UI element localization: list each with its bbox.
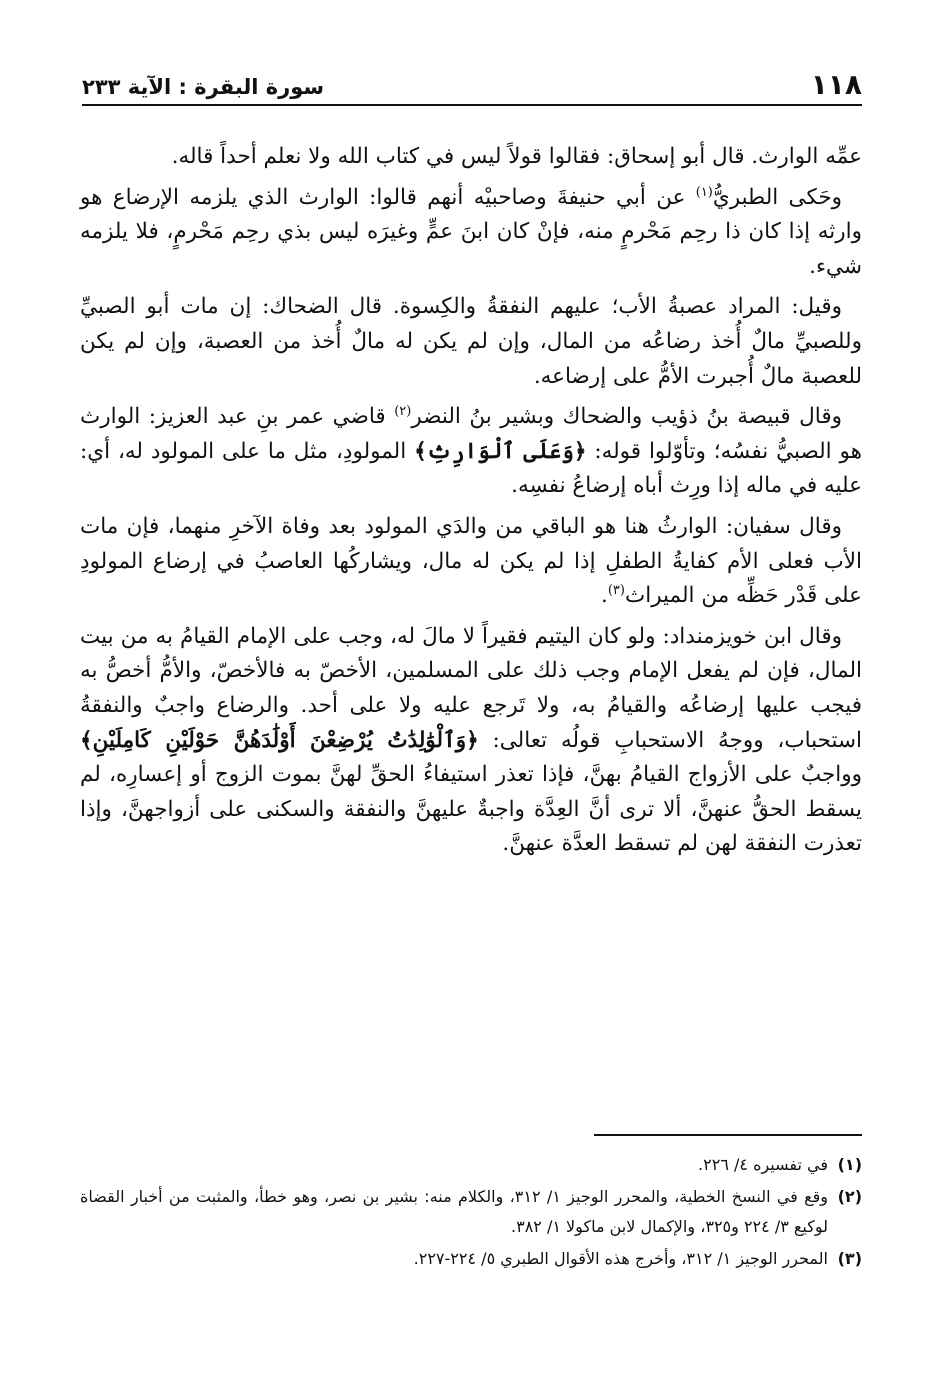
footnotes xyxy=(80,1150,862,1276)
footnote-number: (٢) xyxy=(837,1187,862,1206)
text-run: وقيل: المراد عصبةُ الأب؛ عليهم النفقةُ والكِسوة. قال الضحاك: إن مات أبو الصبيِّ وللصبيِّ مالٌ أُخذ رضاعُه من المال، وإن لم يكن له مالٌ أُخذ من العصبة، وإن لم يكن للعصبة مالٌ أُجبرت الأمُّ على إرضاعه. xyxy=(80,294,862,389)
quran-quote: ﴿وَعَلَى ٱلْوَارِثِ﴾ xyxy=(414,438,587,464)
footnote-3 xyxy=(80,1244,862,1274)
page-header xyxy=(82,62,862,102)
footnote-ref-1: (١) xyxy=(695,184,713,200)
footnote-text: وقع في النسخ الخطية، والمحرر الوجيز ١/ ٣١٢، والكلام منه: بشير بن نصر، وهو خطأ، والمثبت من أخبار القضاة لوكيع ٣/ ٢٢٤ و٣٢٥، والإكمال لابن ماكولا ١/ ٣٨٢. xyxy=(80,1187,828,1236)
footnote-ref-3: (٣) xyxy=(607,582,625,598)
text-run: . xyxy=(601,583,608,609)
text-run: المولودِ، مثل ما على المولود له، أي: عليه في ماله إذا ورِث أباه إرضاعُ نفسِه. xyxy=(80,438,862,499)
footnote-number: (٣) xyxy=(837,1249,862,1268)
text-run: عن أبي حنيفةَ وصاحبيْه أنهم قالوا: الوارث الذي يلزمه الإرضاع هو وارثه إذا كان ذا رحِم مَحْرمٍ منه، فإنْ كان ابنَ عمٍّ وغيرَه ليس بذي رحِم مَحْرمٍ، فلا يلزمه شيء. xyxy=(80,184,862,279)
footnote-ref-2: (٢) xyxy=(394,404,412,419)
paragraph-3 xyxy=(80,290,862,394)
quran-quote: ﴿وَٱلْوَٰلِدَٰتُ يُرْضِعْنَ أَوْلَٰدَهُنَّ حَوْلَيْنِ كَامِلَيْنِ﴾ xyxy=(80,727,479,753)
footnote-text: في تفسيره ٤/ ٢٢٦. xyxy=(698,1155,828,1174)
footnote-1 xyxy=(80,1150,862,1180)
paragraph-5 xyxy=(80,510,862,614)
footnote-text: المحرر الوجيز ١/ ٣١٢، وأخرج هذه الأقوال الطبري ٥/ ٢٢٤-٢٢٧. xyxy=(413,1249,828,1268)
text-run: وواجبٌ على الأزواج القيامُ بهنَّ، فإذا تعذر استيفاءُ الحقِّ لهنَّ بموت الزوج أو إعسارِه، لم يسقط الحقُّ عنهنَّ، ألا ترى أنَّ العِدَّة واجبةٌ عليهنَّ والنفقة والسكنى على أزواجهنَّ، وإذا تعذرت النفقة لهن لم تسقط العدَّة عنهنَّ. xyxy=(80,762,862,857)
running-title: سورة البقرة : الآية ٢٣٣ xyxy=(82,75,325,99)
text-run: عمِّه الوارث. قال أبو إسحاق: فقالوا قولاً ليس في كتاب الله ولا نعلم أحداً قاله. xyxy=(171,144,862,169)
paragraph-6 xyxy=(80,620,862,862)
main-text xyxy=(80,140,862,868)
paragraph-2 xyxy=(80,181,862,285)
page-number: ١١٨ xyxy=(810,68,862,101)
footnote-divider xyxy=(594,1134,862,1136)
text-run: وقال قبيصة بنُ ذؤيب والضحاك وبشير بنُ النضر xyxy=(411,404,842,430)
footnote-2 xyxy=(80,1182,862,1242)
text-run: وقال سفيان: الوارثُ هنا هو الباقي من والدَي المولود بعد وفاة الآخرِ منهما، فإن مات الأب فعلى الأم كفايةُ الطفلِ إذا لم يكن له مال، ويشاركُها العاصبُ في إرضاع المولودِ على قَدْر حَظِّه من الميراث xyxy=(80,513,862,609)
header-rule xyxy=(82,104,862,106)
text-run: قاضي عمر بنِ عبد العزيز: الوارث هو الصبيُّ نفسُه؛ وتأوّلوا قوله: xyxy=(80,404,862,464)
text-run: وقال ابن خويزمنداد: ولو كان اليتيم فقيراً لا مالَ له، وجب على الإمام القيامُ به من بيت المال، فإن لم يفعل الإمام وجب ذلك على المسلمين، الأخصّ به فالأخصّ، والأمُّ أخصُّ به فيجب عليها إرضاعُه والقيامُ به، ولا تَرجع عليه ولا على أحد. والرضاع واجبٌ والنفقةُ استحباب، ووجهُ الاستحبابِ قولُه تعالى: xyxy=(80,623,863,753)
text-run: وحَكى الطبريُّ xyxy=(712,184,843,210)
paragraph-1 xyxy=(80,140,862,175)
footnote-number: (١) xyxy=(837,1155,862,1174)
paragraph-4 xyxy=(80,400,862,504)
